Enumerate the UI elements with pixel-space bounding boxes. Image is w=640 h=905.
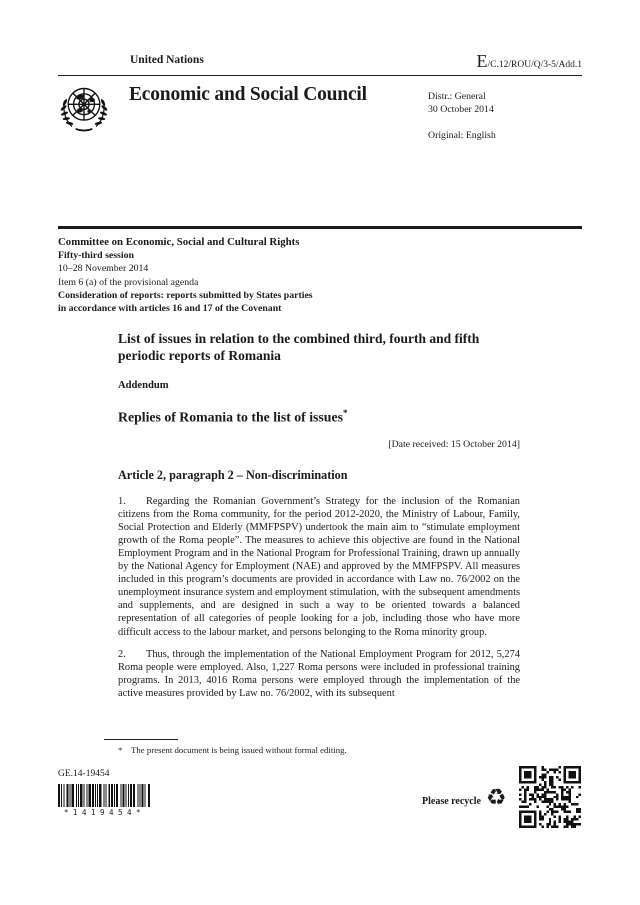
paragraph-2	[118, 648, 520, 700]
document-subtitle: Addendum	[118, 380, 169, 391]
footnote-rule	[104, 739, 178, 740]
footnote	[118, 745, 498, 755]
date-received: [Date received: 15 October 2014]	[388, 438, 520, 450]
recycle-icon: ♻	[485, 785, 507, 811]
paragraph-1-number: 1.	[118, 495, 126, 507]
header-rule-thick	[58, 226, 582, 229]
footnote-text: The present document is being issued without formal editing.	[131, 745, 347, 755]
section-heading: Article 2, paragraph 2 – Non-discrimination	[118, 467, 348, 482]
council-title: Economic and Social Council	[129, 84, 367, 105]
doc-symbol-suffix: /C.12/ROU/Q/3-5/Add.1	[487, 60, 582, 70]
distr-date: 30 October 2014	[428, 104, 494, 115]
header-rule-thin	[58, 75, 582, 76]
doc-symbol-prefix: E	[476, 51, 488, 71]
paragraph-2-number: 2.	[118, 648, 126, 660]
agenda-title-line2: in accordance with articles 16 and 17 of the Covenant	[58, 303, 282, 315]
distr-line: Distr.: General	[428, 91, 486, 102]
qr-code	[519, 766, 581, 828]
agenda-item: Item 6 (a) of the provisional agenda	[58, 276, 199, 288]
document-symbol	[477, 51, 582, 72]
un-emblem-icon	[56, 82, 112, 134]
recycle-notice	[422, 785, 507, 813]
session-name: Fifty-third session	[58, 250, 134, 262]
session-block	[58, 236, 313, 315]
footnote-marker: *	[118, 745, 123, 755]
paragraph-1-text: Regarding the Romanian Government’s Strategy for the inclusion of the Romanian citizens from the Roma community, for the period 2012-2020, the Ministry of Labour, Family, Social Protection and Elderly (MMFPSPV) undertook the main aim to “stimulate employment growth of the Roma people”. The measures to achieve this objective are found in the National Employment Program and in the National Program for Professional Training, drawn up annually by the National Agency for Employment (NAE) and approved by the MMFPSPV. All measures included in this program’s documents are provided in accordance with Law no. 76/2002 on the unemployment insurance system and employment stimulation, with the subsequent amendments and supplements, and are designed in such a way to be oriented towards a balanced representation of all categories of people looking for a job, including those who have more difficult access to the labour market, and persons belonging to the Roma minority group.	[118, 495, 520, 638]
barcode	[58, 784, 151, 817]
barcode-bars	[58, 784, 151, 807]
paragraph-1	[118, 495, 520, 639]
distribution-block	[428, 90, 496, 142]
session-dates: 10–28 November 2014	[58, 263, 149, 275]
replies-title	[118, 408, 520, 426]
recycle-label: Please recycle	[422, 796, 481, 807]
paragraph-2-text: Thus, through the implementation of the National Employment Program for 2012, 5,274 Roma people were employed. Also, 1,227 Roma persons were included in professional training programs. In 2013, 4016 Roma persons were employed through the implementation of the active measures provided by Law no. 76/2002, with its subsequent	[118, 648, 520, 699]
qr-code-image	[519, 766, 581, 828]
original-language: Original: English	[428, 130, 496, 141]
ge-number: GE.14-19454	[58, 769, 110, 779]
committee-name: Committee on Economic, Social and Cultural Rights	[58, 236, 300, 248]
replies-title-text: Replies of Romania to the list of issues	[118, 409, 343, 425]
barcode-text: *1419454*	[63, 808, 146, 817]
footnote-reference: *	[342, 408, 348, 418]
org-name: United Nations	[130, 54, 204, 66]
main-content	[118, 331, 520, 700]
agenda-title-line1: Consideration of reports: reports submitted by States parties	[58, 289, 313, 301]
document-title: List of issues in relation to the combined third, fourth and fifth periodic reports of Romania	[118, 331, 480, 363]
